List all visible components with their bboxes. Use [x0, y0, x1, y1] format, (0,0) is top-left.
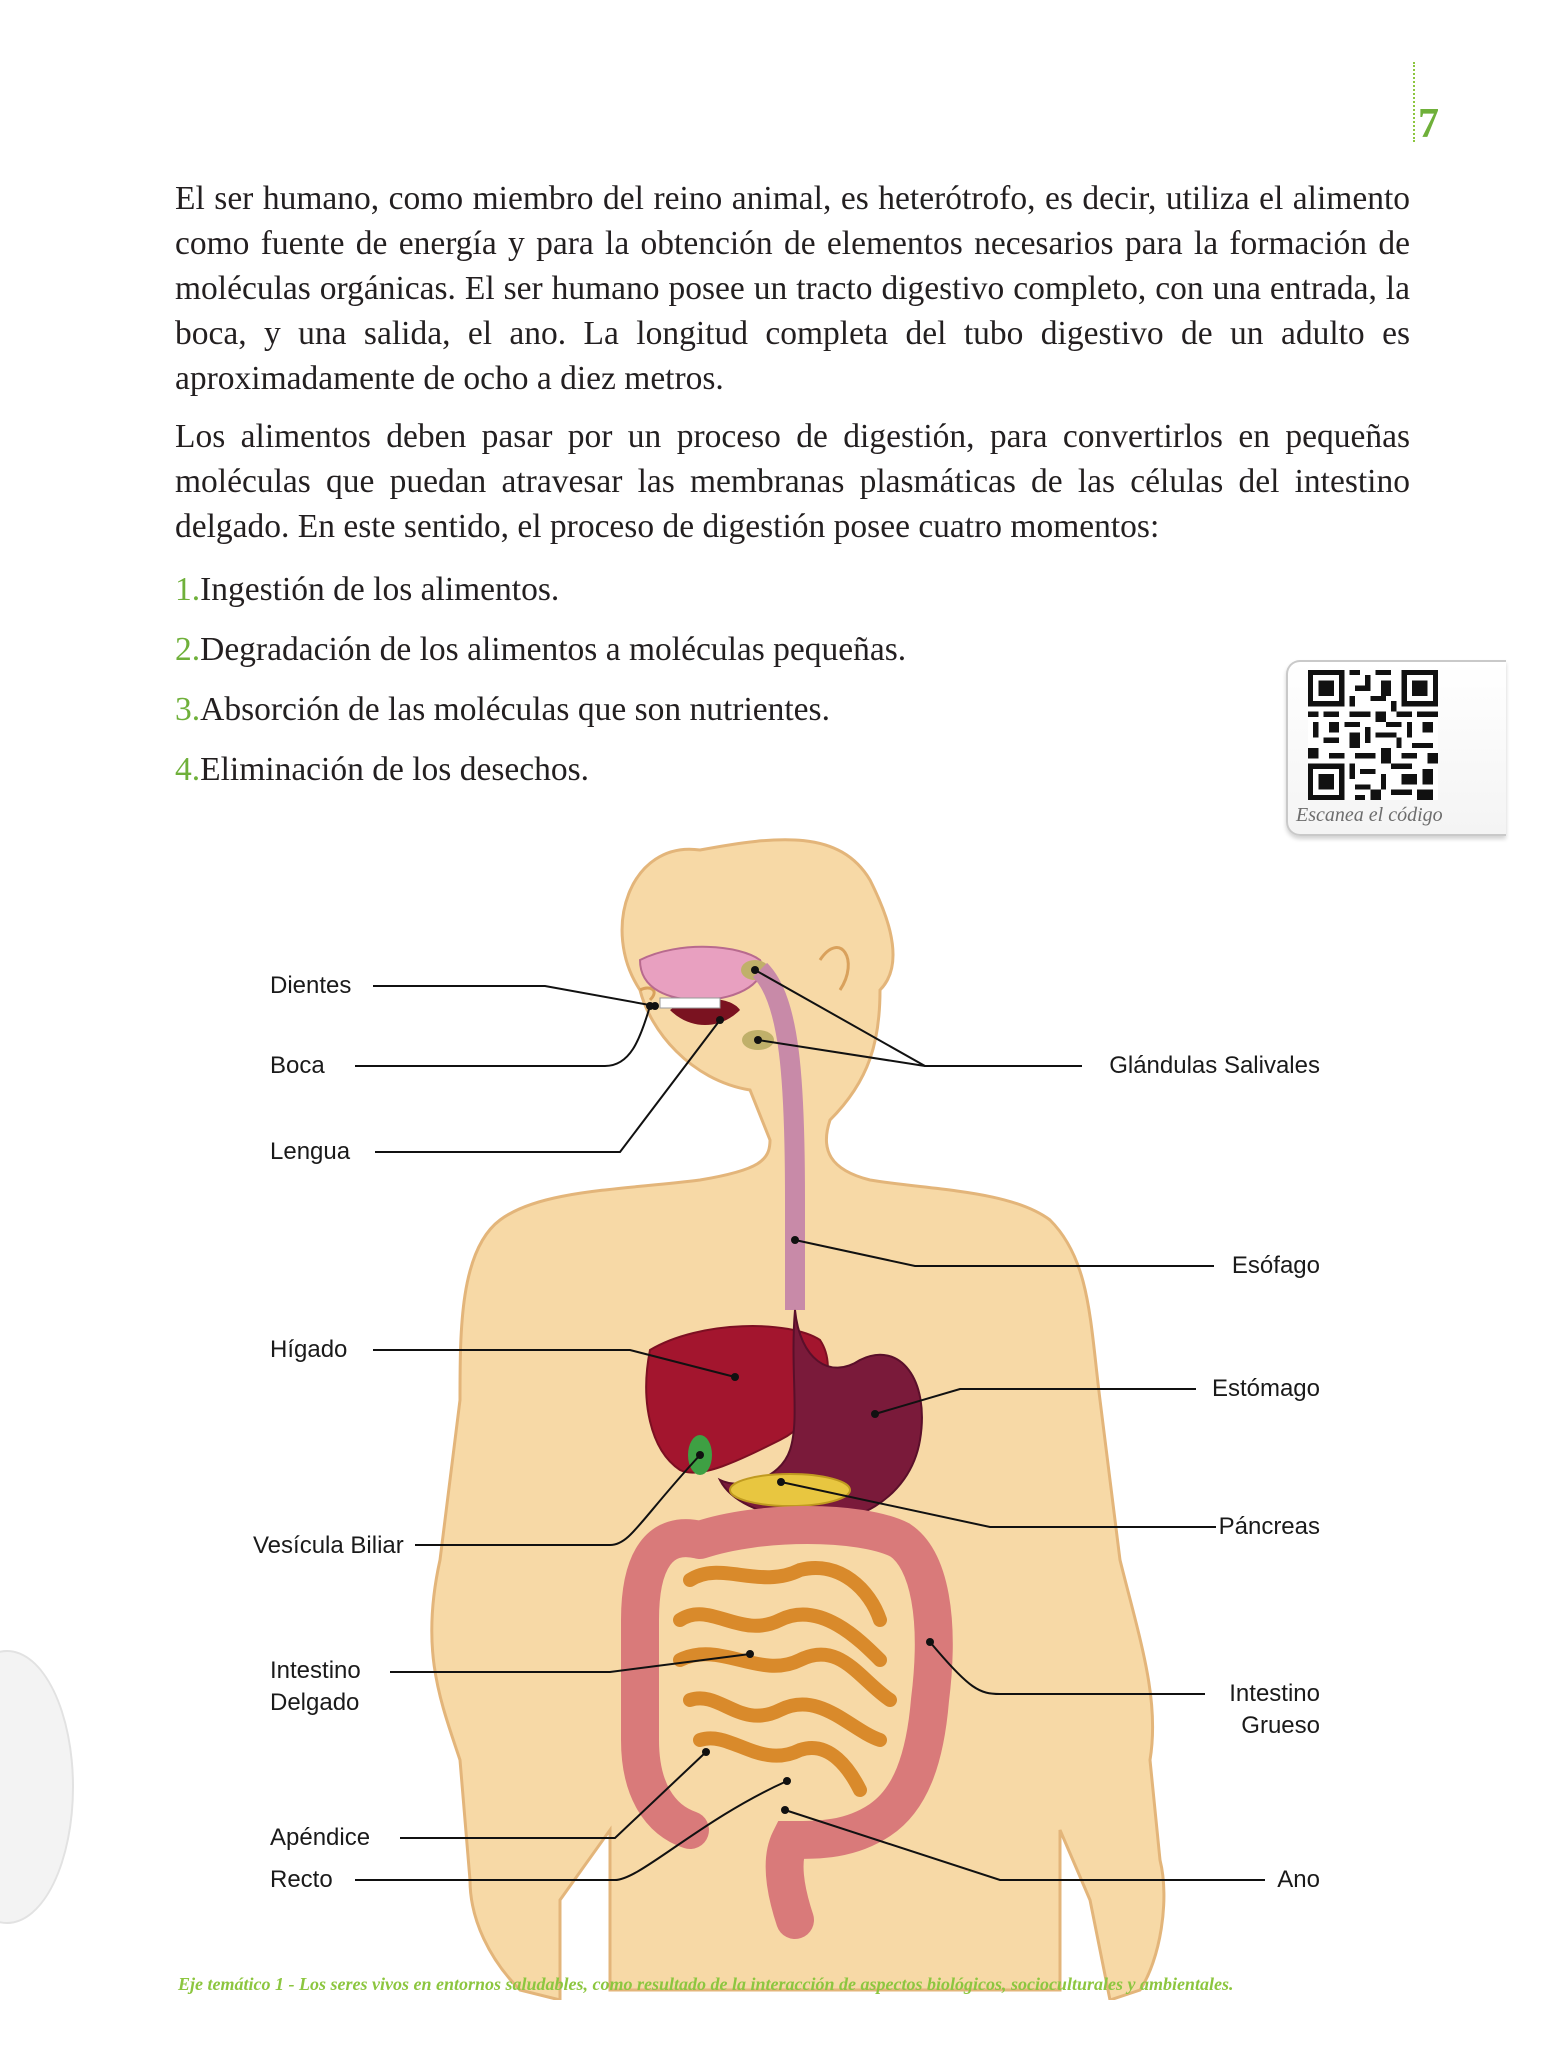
digestion-steps-list: [175, 560, 906, 800]
step-number: 3.: [175, 691, 201, 728]
label-intestino-grueso-line1: Intestino: [1229, 1680, 1320, 1707]
step-text: Eliminación de los desechos.: [200, 751, 590, 788]
label-intestino-grueso-line2: Grueso: [1241, 1712, 1320, 1739]
intro-paragraph: El ser humano, como miembro del reino animal, es heterótrofo, es decir, utiliza el alimento como fuente de energía y para la obtención de elementos necesarios para la formación de moléculas orgánicas. El ser humano posee un tracto digestivo completo, con una entrada, la boca, y una salida, el ano. La longitud completa del tubo digestivo de un adulto es aproximadamente de ocho a diez metros.: [175, 180, 1410, 397]
label-estomago: Estómago: [1211, 1375, 1320, 1402]
step-number: 1.: [175, 571, 201, 608]
step-number: 4.: [175, 751, 201, 788]
label-apendice: Apéndice: [270, 1824, 371, 1851]
list-item: [175, 680, 906, 740]
pancreas-shape: [730, 1474, 850, 1506]
label-lengua: Lengua: [270, 1138, 351, 1165]
label-glandulas-salivales: Glándulas Salivales: [1109, 1052, 1320, 1079]
label-intestino-delgado-line1: Intestino: [270, 1657, 361, 1684]
label-pancreas: Páncreas: [1218, 1513, 1320, 1540]
digestion-paragraph: Los alimentos deben pasar por un proceso de digestión, para convertirlos en pequeñas moléculas que puedan atravesar las membranas plasmáticas de las células del intestino delgado. En este sentido, el proceso de digestión posee cuatro momentos:: [175, 418, 1410, 545]
digestive-system-diagram: [0, 780, 1564, 2000]
label-recto: Recto: [270, 1866, 333, 1893]
page-number: 7: [1418, 101, 1439, 147]
list-item: [175, 560, 906, 620]
label-dientes: Dientes: [270, 972, 352, 999]
page-number-divider: [1413, 62, 1415, 142]
label-vesicula-biliar: Vesícula Biliar: [253, 1532, 404, 1559]
step-text: Degradación de los alimentos a moléculas pequeñas.: [200, 631, 907, 668]
step-text: Ingestión de los alimentos.: [200, 571, 560, 608]
footer-caption: Eje temático 1 - Los seres vivos en entornos saludables, como resultado de la interacción de aspectos biológicos, socioculturales y ambientales.: [178, 1974, 1234, 1994]
label-higado: Hígado: [270, 1336, 348, 1363]
label-esofago: Esófago: [1231, 1252, 1320, 1279]
step-text: Absorción de las moléculas que son nutrientes.: [200, 691, 830, 728]
label-boca: Boca: [270, 1052, 325, 1079]
label-ano: Ano: [1277, 1866, 1320, 1893]
qr-caption: Escanea el código: [1296, 804, 1443, 826]
step-number: 2.: [175, 631, 201, 668]
label-intestino-delgado-line2: Delgado: [270, 1689, 360, 1716]
list-item: [175, 620, 906, 680]
